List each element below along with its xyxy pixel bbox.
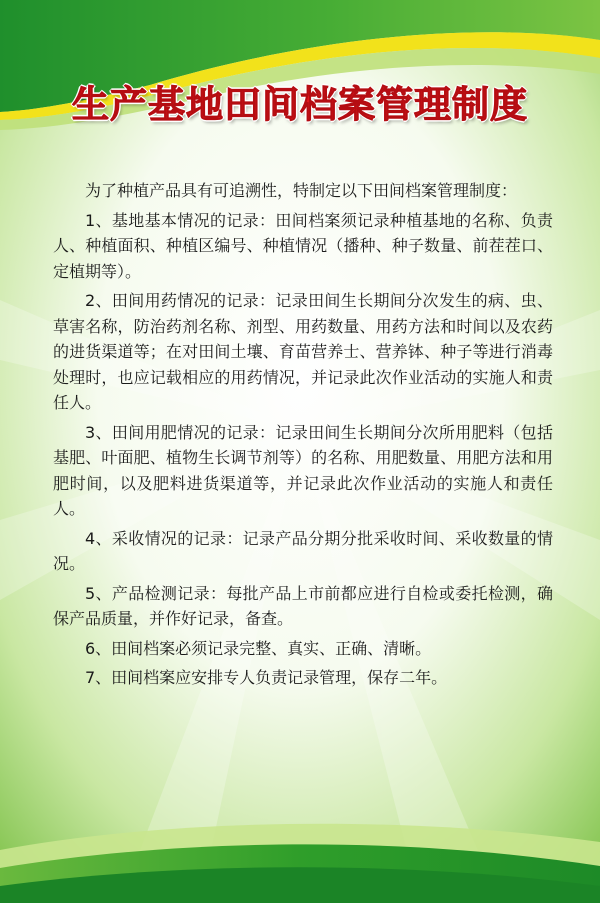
item-paragraph-4: 4、采收情况的记录：记录产品分期分批采收时间、采收数量的情况。 [53,528,553,573]
regulation-body [53,178,553,695]
item-paragraph-3: 3、田间用肥情况的记录：记录田间生长期间分次所用肥料（包括基肥、叶面肥、植物生长调节剂等）的名称、用肥数量、用肥方法和用肥时间，以及肥料进货渠道等，并记录此次作业活动的实施人和责任人。 [53,422,553,518]
item-paragraph-1: 1、基地基本情况的记录：田间档案须记录种植基地的名称、负责人、种植面积、种植区编号、种植情况（播种、种子数量、前茬茬口、定植期等）。 [53,210,553,281]
item-paragraph-6: 6、田间档案必须记录完整、真实、正确、清晰。 [85,638,432,658]
page-title: 生产基地田间档案管理制度 [72,83,528,126]
intro-paragraph: 为了种植产品具有可追溯性，特制定以下田间档案管理制度： [85,181,518,200]
item-paragraph-7: 7、田间档案应安排专人负责记录管理，保存二年。 [85,668,448,687]
item-paragraph-5: 5、产品检测记录：每批产品上市前都应进行自检或委托检测，确保产品质量，并作好记录，备查。 [53,583,553,628]
item-paragraph-2: 2、田间用药情况的记录：记录田间生长期间分次发生的病、虫、草害名称，防治药剂名称、剂型、用药数量、用药方法和时间以及农药的进货渠道等；在对田间土壤、育苗营养士、营养钵、种子等进行消毒处理时，也应记载相应的用药情况，并记录此次作业活动的实施人和责任人。 [53,291,553,412]
